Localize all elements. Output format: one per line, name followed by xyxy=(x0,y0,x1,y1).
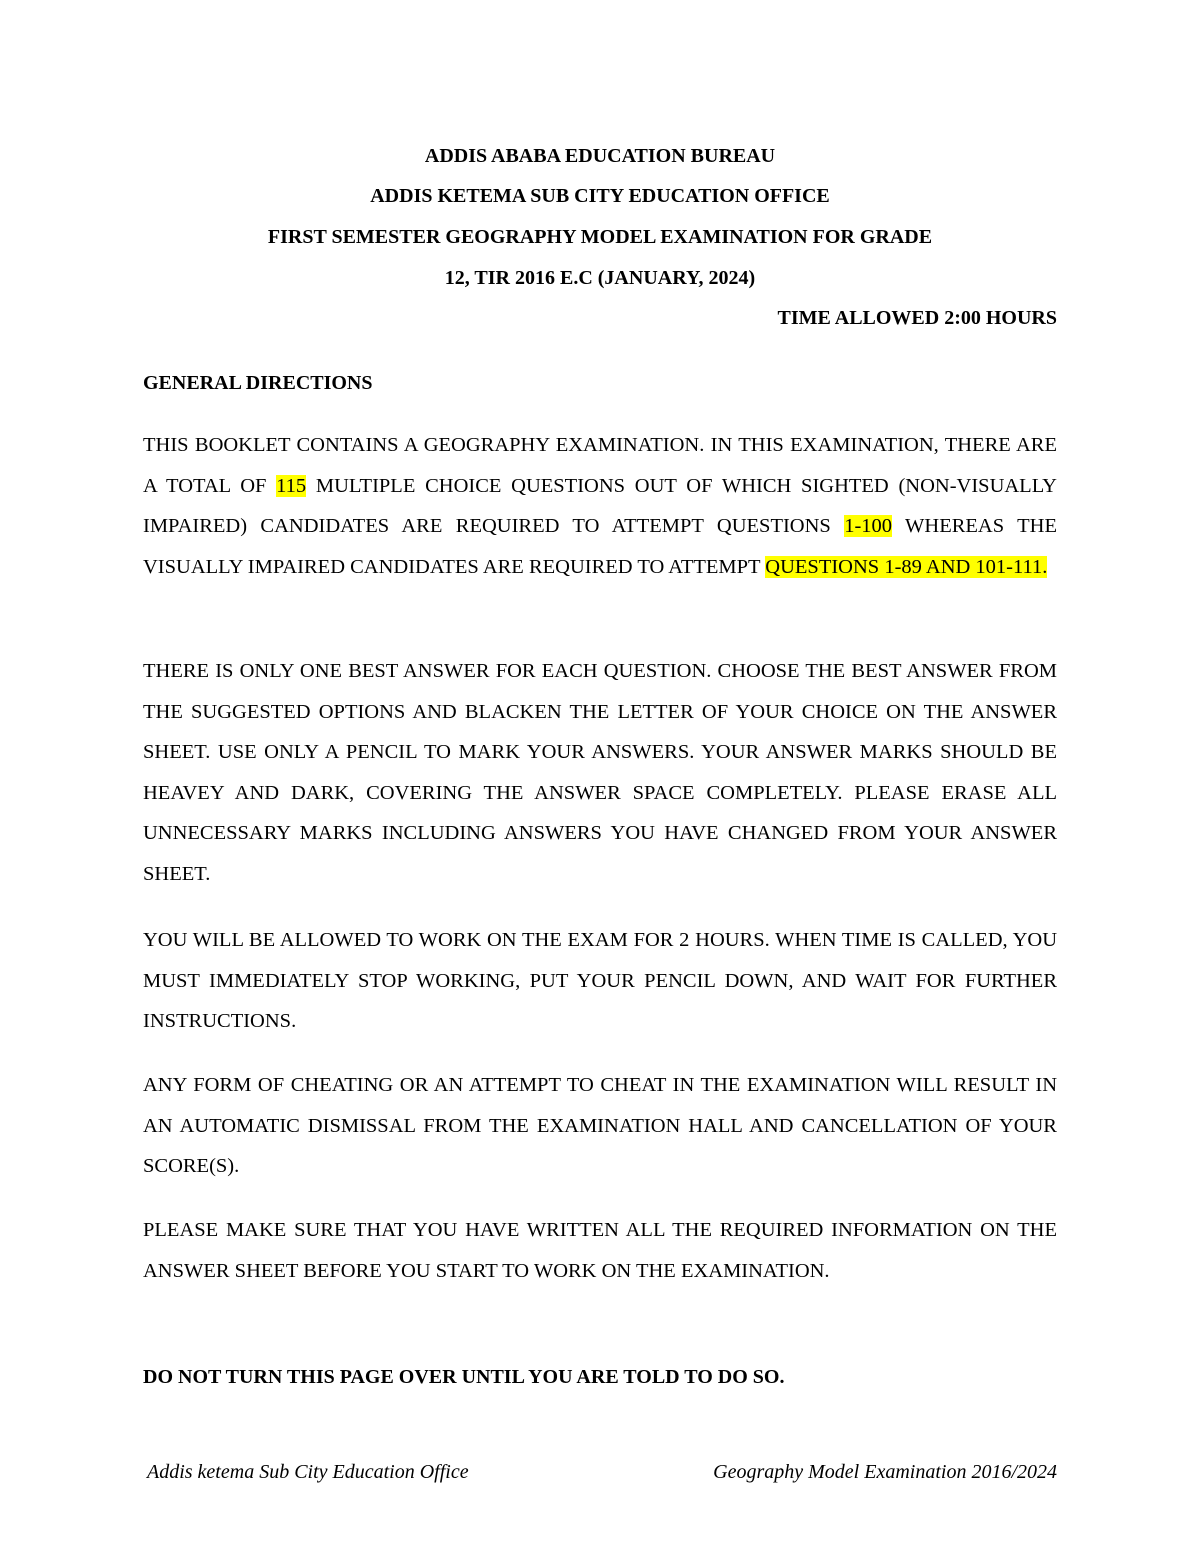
directions-paragraph-2: THERE IS ONLY ONE BEST ANSWER FOR EACH QUESTION. CHOOSE THE BEST ANSWER FROM THE SUGGESTED OPTIONS AND BLACKEN THE LETTER OF YOUR CHOICE ON THE ANSWER SHEET. USE ONLY A PENCIL TO MARK YOUR ANSWERS. YOUR ANSWER MARKS SHOULD BE HEAVEY AND DARK, COVERING THE ANSWER SPACE COMPLETELY. PLEASE ERASE ALL UNNECESSARY MARKS INCLUDING ANSWERS YOU HAVE CHANGED FROM YOUR ANSWER SHEET. xyxy=(143,660,1057,885)
directions-paragraph-4: ANY FORM OF CHEATING OR AN ATTEMPT TO CHEAT IN THE EXAMINATION WILL RESULT IN AN AUTOMATIC DISMISSAL FROM THE EXAMINATION HALL AND CANCELLATION OF YOUR SCORE(S). xyxy=(143,1074,1057,1177)
header-bureau: ADDIS ABABA EDUCATION BUREAU xyxy=(424,145,776,167)
p1-text-b: MULTIPLE CHOICE QUESTIONS OUT OF WHICH SIGHTED (NON-VISUALLY IMPAIRED) CANDIDATES ARE REQUIRED TO ATTEMPT QUESTIONS xyxy=(143,474,1057,537)
header-office: ADDIS KETEMA SUB CITY EDUCATION OFFICE xyxy=(370,185,830,207)
footer-exam-name: Geography Model Examination 2016/2024 xyxy=(713,1461,1057,1483)
p1-text-a: THIS BOOKLET CONTAINS A GEOGRAPHY EXAMINATION. IN THIS EXAMINATION, THERE ARE A TOTAL OF xyxy=(143,434,1057,497)
total-questions-highlight: 115 xyxy=(276,474,307,497)
directions-paragraph-1 xyxy=(143,425,1057,587)
p1-text-c: WHEREAS THE VISUALLY IMPAIRED CANDIDATES ARE REQUIRED TO ATTEMPT xyxy=(143,515,1058,578)
general-directions-title: GENERAL DIRECTIONS xyxy=(143,372,373,394)
footer-office: Addis ketema Sub City Education Office xyxy=(147,1461,469,1483)
header-exam-title: FIRST SEMESTER GEOGRAPHY MODEL EXAMINATION FOR GRADE xyxy=(267,226,933,248)
sighted-range-highlight: 1-100 xyxy=(844,515,893,537)
time-allowed: TIME ALLOWED 2:00 HOURS xyxy=(777,307,1057,329)
final-instruction: DO NOT TURN THIS PAGE OVER UNTIL YOU ARE TOLD TO DO SO. xyxy=(143,1366,785,1388)
directions-paragraph-5: PLEASE MAKE SURE THAT YOU HAVE WRITTEN ALL THE REQUIRED INFORMATION ON THE ANSWER SHEET BEFORE YOU START TO WORK ON THE EXAMINATION. xyxy=(143,1219,1057,1282)
impaired-range-highlight: QUESTIONS 1-89 AND 101-111. xyxy=(765,555,1048,578)
exam-cover-page xyxy=(143,0,1057,1553)
directions-paragraph-3: YOU WILL BE ALLOWED TO WORK ON THE EXAM FOR 2 HOURS. WHEN TIME IS CALLED, YOU MUST IMMEDIATELY STOP WORKING, PUT YOUR PENCIL DOWN, AND WAIT FOR FURTHER INSTRUCTIONS. xyxy=(143,929,1057,1032)
header-exam-date: 12, TIR 2016 E.C (JANUARY, 2024) xyxy=(444,267,756,289)
